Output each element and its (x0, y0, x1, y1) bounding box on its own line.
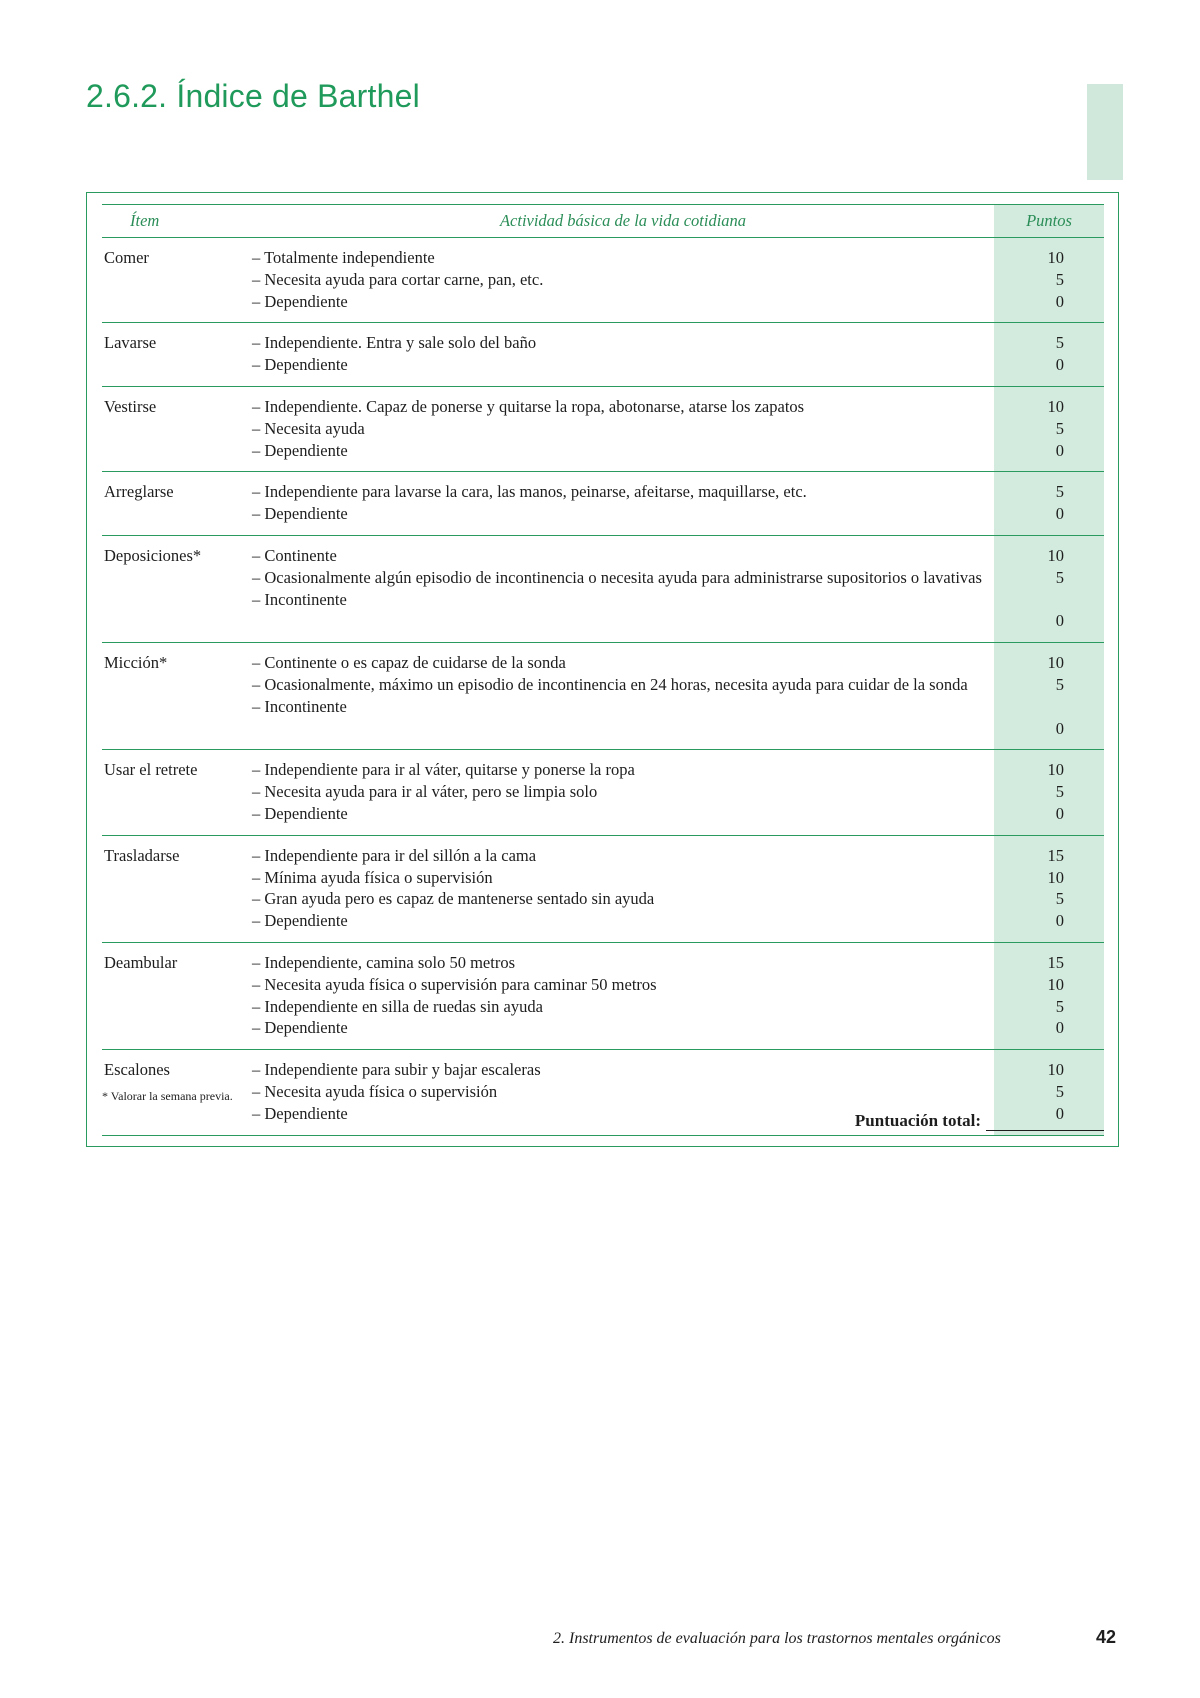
activity-option: – Gran ayuda pero es capaz de mantenerse sentado sin ayuda (252, 889, 655, 909)
activity-option: – Independiente en silla de ruedas sin ayuda (252, 996, 543, 1016)
activity-option: – Dependiente (252, 911, 348, 931)
points-value: 10 (1047, 545, 1064, 565)
points-value: 15 (1047, 845, 1064, 865)
activity-option: – Ocasionalmente algún episodio de incontinencia o necesita ayuda para administrarse supositorios o lavativas (252, 567, 982, 587)
activity-option: – Necesita ayuda física o supervisión (252, 1081, 498, 1101)
points-value: 15 (1047, 952, 1064, 972)
points-value: 0 (1055, 1018, 1064, 1038)
points-cell (994, 750, 1104, 835)
activity-option: – Independiente para subir y bajar escaleras (252, 1060, 541, 1080)
item-name: Deambular (102, 942, 252, 1049)
activity-option: – Independiente, camina solo 50 metros (252, 952, 516, 972)
header-item: Ítem (102, 205, 252, 238)
page-number: 42 (1096, 1627, 1117, 1647)
points-value: 0 (1055, 440, 1064, 460)
activity-options (252, 238, 994, 323)
points-cell (994, 535, 1104, 642)
activity-option: – Necesita ayuda (252, 418, 365, 438)
footer-chapter: 2. Instrumentos de evaluación para los trastornos mentales orgánicos (553, 1630, 1001, 1647)
points-cell (994, 835, 1104, 942)
points-value: 5 (1055, 567, 1064, 587)
points-value: 0 (1055, 803, 1064, 823)
activity-option: – Dependiente (252, 355, 348, 375)
activity-options (252, 942, 994, 1049)
table-body (102, 238, 1104, 1136)
item-name: Micción* (102, 643, 252, 750)
table-row (102, 238, 1104, 323)
activity-option: – Independiente para ir del sillón a la cama (252, 845, 537, 865)
activity-option: – Independiente para lavarse la cara, las manos, peinarse, afeitarse, maquillarse, etc. (252, 482, 807, 502)
points-cell (994, 323, 1104, 387)
table-row (102, 472, 1104, 536)
points-value: 0 (1055, 1103, 1064, 1123)
table-row (102, 535, 1104, 642)
activity-option: – Independiente. Entra y sale solo del baño (252, 333, 537, 353)
points-value: 5 (1055, 418, 1064, 438)
points-value: 5 (1055, 333, 1064, 353)
total-label: Puntuación total: (854, 1111, 981, 1130)
points-value: 5 (1055, 269, 1064, 289)
activity-option: – Dependiente (252, 1018, 348, 1038)
points-value: 0 (1055, 504, 1064, 524)
points-value: 5 (1055, 782, 1064, 802)
points-value: 10 (1047, 1060, 1064, 1080)
item-name: Escalones (102, 1050, 252, 1135)
points-cell (994, 386, 1104, 471)
item-name: Vestirse (102, 386, 252, 471)
activity-option: – Independiente. Capaz de ponerse y quitarse la ropa, abotonarse, atarse los zapatos (252, 396, 805, 416)
header-activity: Actividad básica de la vida cotidiana (252, 205, 994, 238)
side-tab-marker (1087, 84, 1123, 180)
activity-option: – Dependiente (252, 504, 348, 524)
activity-option: – Totalmente independiente (252, 248, 435, 267)
points-value: 0 (1055, 718, 1064, 738)
table-row (102, 750, 1104, 835)
activity-option: – Mínima ayuda física o supervisión (252, 867, 493, 887)
points-cell (994, 643, 1104, 750)
points-value: 0 (1055, 291, 1064, 311)
activity-options (252, 643, 994, 750)
activity-option: – Continente o es capaz de cuidarse de la sonda (252, 653, 566, 673)
activity-option: – Continente (252, 545, 337, 565)
points-cell (994, 238, 1104, 323)
activity-option: – Necesita ayuda para ir al váter, pero se limpia solo (252, 782, 598, 802)
activity-options (252, 835, 994, 942)
barthel-table (102, 204, 1104, 1136)
section-title: 2.6.2. Índice de Barthel (86, 78, 420, 114)
points-value: 5 (1055, 1081, 1064, 1101)
points-value: 10 (1047, 653, 1064, 673)
item-name: Arreglarse (102, 472, 252, 536)
activity-options (252, 323, 994, 387)
points-value: 10 (1047, 974, 1064, 994)
activity-option: – Necesita ayuda para cortar carne, pan, etc. (252, 269, 544, 289)
table-row (102, 386, 1104, 471)
points-value: 0 (1055, 355, 1064, 375)
points-value: 10 (1047, 867, 1064, 887)
points-cell (994, 942, 1104, 1049)
activity-option: – Dependiente (252, 440, 348, 460)
table-header-row (102, 205, 1104, 238)
points-value: 5 (1055, 482, 1064, 502)
header-points: Puntos (994, 205, 1104, 238)
points-value: 5 (1055, 996, 1064, 1016)
item-name: Comer (102, 238, 252, 323)
table-row (102, 643, 1104, 750)
points-value: 0 (1055, 911, 1064, 931)
table-row (102, 323, 1104, 387)
item-name: Deposiciones* (102, 535, 252, 642)
total-score (855, 1111, 1104, 1131)
points-value: 5 (1055, 674, 1064, 694)
points-value: 10 (1047, 248, 1064, 267)
points-value: 5 (1055, 889, 1064, 909)
activity-option: – Incontinente (252, 589, 347, 609)
activity-option: – Independiente para ir al váter, quitarse y ponerse la ropa (252, 760, 635, 780)
footnote: * Valorar la semana previa. (102, 1089, 233, 1103)
points-value: 10 (1047, 396, 1064, 416)
activity-option: – Ocasionalmente, máximo un episodio de incontinencia en 24 horas, necesita ayuda para cuidar de la sonda (252, 674, 968, 694)
activity-options (252, 472, 994, 536)
activity-options (252, 535, 994, 642)
points-value: 10 (1047, 760, 1064, 780)
activity-option: – Incontinente (252, 696, 347, 716)
item-name: Lavarse (102, 323, 252, 387)
activity-option: – Dependiente (252, 1103, 348, 1123)
activity-options (252, 386, 994, 471)
item-name: Usar el retrete (102, 750, 252, 835)
activity-option: – Necesita ayuda física o supervisión para caminar 50 metros (252, 974, 657, 994)
points-value: 0 (1055, 611, 1064, 631)
table-row (102, 835, 1104, 942)
item-name: Trasladarse (102, 835, 252, 942)
table-row (102, 942, 1104, 1049)
points-cell (994, 472, 1104, 536)
activity-option: – Dependiente (252, 291, 348, 311)
activity-options (252, 750, 994, 835)
activity-option: – Dependiente (252, 803, 348, 823)
total-blank-line (986, 1114, 1104, 1131)
